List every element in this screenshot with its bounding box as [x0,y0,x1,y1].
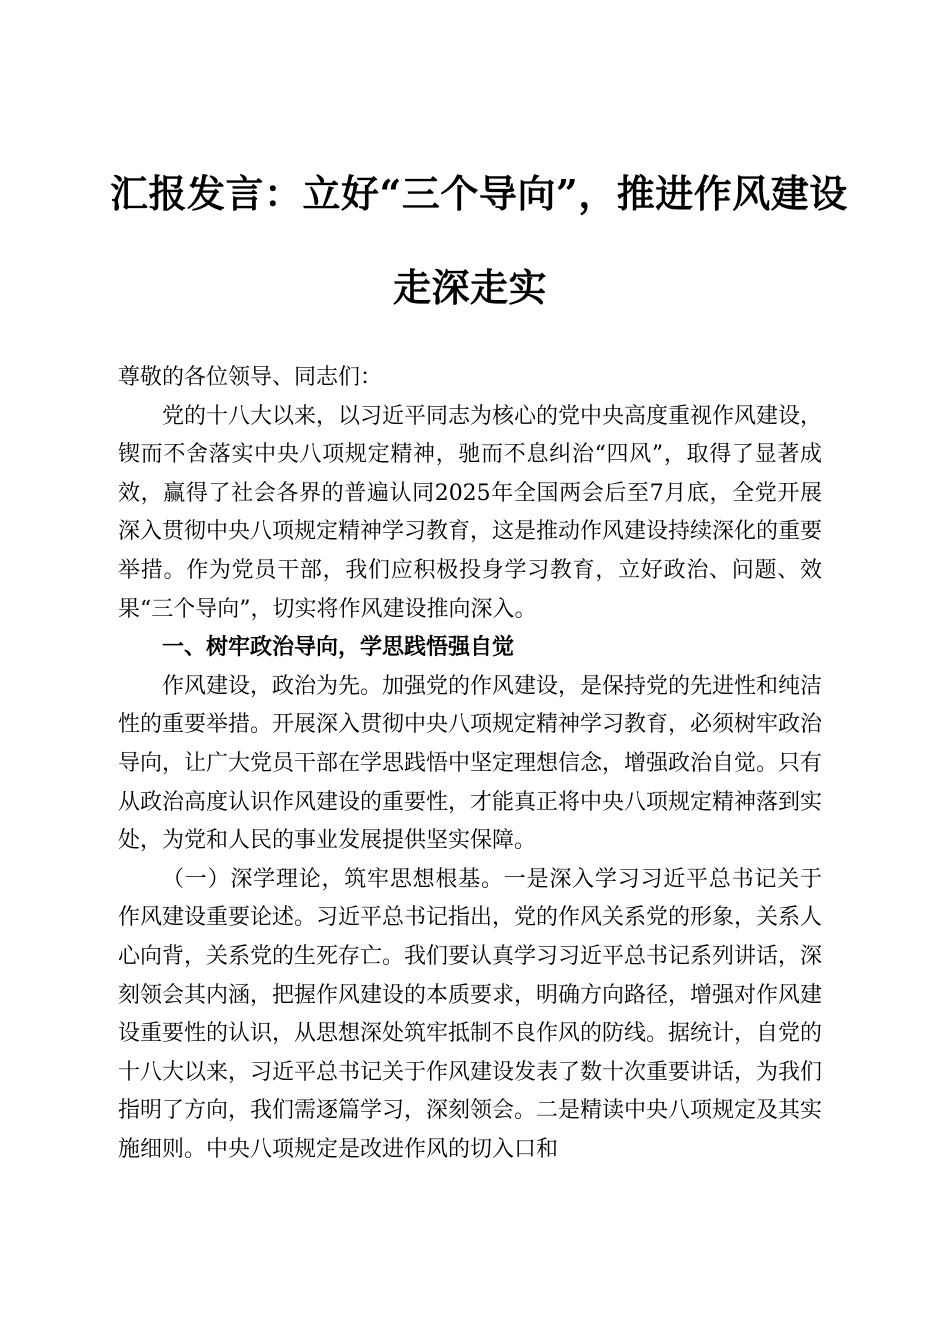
intro-paragraph: 党的十八大以来，以习近平同志为核心的党中央高度重视作风建设，锲而不舍落实中央八项规定精神，驰而不息纠治“四风”，取得了显著成效，赢得了社会各界的普遍认同2025年全国两会后至7月底，全党开展深入贯彻中央八项规定精神学习教育，这是推动作风建设持续深化的重要举措。作为党员干部，我们应积极投身学习教育，立好政治、问题、效果“三个导向”，切实将作风建设推向深入。 [118,403,823,622]
document-title: 汇报发言：立好“三个导向”，推进作风建设 [110,171,848,216]
document-body [118,359,822,1169]
subsection-text: 一是深入学习习近平总书记关于作风建设重要论述。习近平总书记指出，党的作风关系党的形象，关系人心向背，关系党的生死存亡。我们要认真学习习近平总书记系列讲话，深刻领会其内涵，把握作风建设的本质要求，明确方向路径，增强对作风建设重要性的认识，从思想深处筑牢抵制不良作风的防线。据统计，自党的十八大以来，习近平总书记关于作风建设发表了数十次重要讲话，为我们指明了方向，我们需逐篇学习，深刻领会。二是精读中央八项规定及其实施细则。中央八项规定是改进作风的切入口和 [118,866,823,1162]
section-heading: 一、树牢政治导向，学思践悟强自觉 [162,635,515,661]
salutation: 尊敬的各位领导、同志们： [118,365,383,390]
document-title-continued: 走深走实 [392,265,547,310]
section-paragraph: 作风建设，政治为先。加强党的作风建设，是保持党的先进性和纯洁性的重要举措。开展深入贯彻中央八项规定精神学习教育，必须树牢政治导向，让广大党员干部在学思践悟中坚定理想信念，增强政治自觉。只有从政治高度认识作风建设的重要性，才能真正将中央八项规定精神落到实处，为党和人民的事业发展提供坚实保障。 [118,673,823,854]
subsection-heading: （一）深学理论，筑牢思想根基。 [162,866,504,892]
subsection-paragraph [118,861,822,1170]
